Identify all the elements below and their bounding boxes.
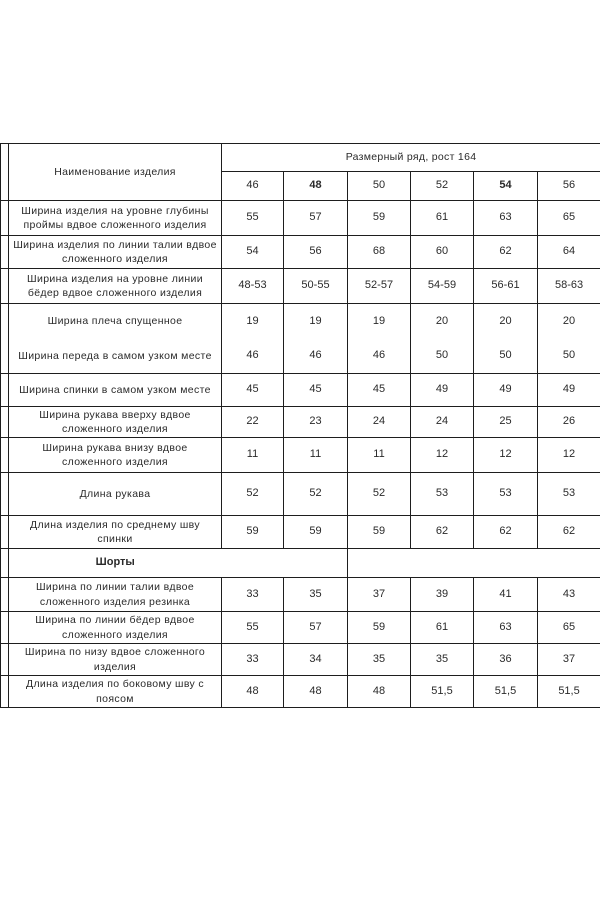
size-header: 56 [538, 172, 600, 201]
value-cell: 52 [348, 473, 411, 516]
measurement-name: Ширина изделия на уровне линии бёдер вдвое сложенного изделия [9, 269, 222, 304]
table-row [1, 374, 600, 407]
measurement-name: Длина рукава [9, 473, 222, 516]
size-header: 54 [474, 172, 538, 201]
value-cell: 39 [411, 578, 474, 612]
size-chart-table [0, 143, 600, 708]
value-cell: 52 [222, 473, 284, 516]
value-cell: 50-55 [284, 269, 348, 304]
value-cell: 20 [411, 304, 474, 339]
value-cell: 45 [284, 374, 348, 407]
empty-cell [284, 549, 348, 578]
value-cell: 62 [474, 236, 538, 269]
value-cell: 60 [411, 236, 474, 269]
measurement-name: Ширина плеча спущенное [9, 304, 222, 339]
value-cell: 48 [348, 676, 411, 708]
section-row [1, 549, 600, 578]
value-cell: 20 [538, 304, 600, 339]
table-row [1, 438, 600, 473]
value-cell: 33 [222, 644, 284, 676]
edge-cell [1, 374, 9, 407]
value-cell: 20 [474, 304, 538, 339]
measurement-name: Ширина изделия по линии талии вдвое сложенного изделия [9, 236, 222, 269]
value-cell: 50 [474, 339, 538, 374]
value-cell: 24 [411, 407, 474, 438]
edge-cell [1, 407, 9, 438]
value-cell: 64 [538, 236, 600, 269]
table-row [1, 676, 600, 708]
measurement-name: Длина изделия по боковому шву с поясом [9, 676, 222, 708]
value-cell: 62 [538, 516, 600, 549]
value-cell: 62 [411, 516, 474, 549]
value-cell: 35 [348, 644, 411, 676]
value-cell: 50 [411, 339, 474, 374]
value-cell: 59 [284, 516, 348, 549]
value-cell: 63 [474, 612, 538, 644]
value-cell: 61 [411, 201, 474, 236]
value-cell: 54 [222, 236, 284, 269]
edge-cell [1, 612, 9, 644]
value-cell: 53 [538, 473, 600, 516]
edge-cell [1, 549, 9, 578]
value-cell: 46 [222, 339, 284, 374]
measurement-name: Ширина рукава внизу вдвое сложенного изделия [9, 438, 222, 473]
value-cell: 61 [411, 612, 474, 644]
value-cell: 23 [284, 407, 348, 438]
edge-cell [1, 644, 9, 676]
value-cell: 12 [411, 438, 474, 473]
value-cell: 19 [284, 304, 348, 339]
table-row [1, 236, 600, 269]
edge-cell [1, 438, 9, 473]
value-cell: 51,5 [411, 676, 474, 708]
edge-cell [1, 339, 9, 374]
value-cell: 48 [284, 676, 348, 708]
empty-cell [222, 549, 284, 578]
table-row [1, 644, 600, 676]
value-cell: 59 [348, 516, 411, 549]
measurement-name: Ширина по низу вдвое сложенного изделия [9, 644, 222, 676]
value-cell: 55 [222, 612, 284, 644]
table-row [1, 516, 600, 549]
measurement-name: Длина изделия по среднему шву спинки [9, 516, 222, 549]
value-cell: 52-57 [348, 269, 411, 304]
value-cell: 41 [474, 578, 538, 612]
edge-cell [1, 473, 9, 516]
value-cell: 37 [348, 578, 411, 612]
value-cell: 54-59 [411, 269, 474, 304]
measurement-name: Ширина рукава вверху вдвое сложенного изделия [9, 407, 222, 438]
value-cell: 48-53 [222, 269, 284, 304]
measurement-name: Ширина по линии талии вдвое сложенного изделия резинка [9, 578, 222, 612]
value-cell: 24 [348, 407, 411, 438]
table-row [1, 612, 600, 644]
value-cell: 57 [284, 201, 348, 236]
size-header: 46 [222, 172, 284, 201]
value-cell: 36 [474, 644, 538, 676]
value-cell: 19 [222, 304, 284, 339]
edge-cell [1, 578, 9, 612]
value-cell: 56-61 [474, 269, 538, 304]
value-cell: 59 [348, 612, 411, 644]
measurement-name: Ширина изделия на уровне глубины проймы вдвое сложенного изделия [9, 201, 222, 236]
measurement-name: Ширина спинки в самом узком месте [9, 374, 222, 407]
value-cell: 65 [538, 612, 600, 644]
value-cell: 56 [284, 236, 348, 269]
header-row [1, 144, 600, 172]
edge-cell [1, 201, 9, 236]
value-cell: 65 [538, 201, 600, 236]
edge-cell [1, 516, 9, 549]
value-cell: 48 [222, 676, 284, 708]
value-cell: 22 [222, 407, 284, 438]
value-cell: 45 [222, 374, 284, 407]
value-cell: 51,5 [538, 676, 600, 708]
value-cell: 59 [222, 516, 284, 549]
value-cell: 25 [474, 407, 538, 438]
edge-cell [1, 144, 9, 201]
size-header: 48 [284, 172, 348, 201]
value-cell: 12 [474, 438, 538, 473]
value-cell: 35 [411, 644, 474, 676]
value-cell: 11 [284, 438, 348, 473]
value-cell: 12 [538, 438, 600, 473]
empty-cell [348, 549, 411, 578]
value-cell: 49 [411, 374, 474, 407]
value-cell: 43 [538, 578, 600, 612]
empty-cell [474, 549, 538, 578]
value-cell: 62 [474, 516, 538, 549]
table-row [1, 304, 600, 339]
table-row [1, 473, 600, 516]
size-header: 52 [411, 172, 474, 201]
edge-cell [1, 236, 9, 269]
value-cell: 37 [538, 644, 600, 676]
value-cell: 34 [284, 644, 348, 676]
measurement-name: Ширина по линии бёдер вдвое сложенного изделия [9, 612, 222, 644]
table-row [1, 578, 600, 612]
value-cell: 52 [284, 473, 348, 516]
table-row [1, 269, 600, 304]
value-cell: 55 [222, 201, 284, 236]
value-cell: 11 [222, 438, 284, 473]
table-row [1, 339, 600, 374]
value-cell: 33 [222, 578, 284, 612]
edge-cell [1, 269, 9, 304]
value-cell: 50 [538, 339, 600, 374]
section-title: Шорты [9, 549, 222, 578]
size-range-header: Размерный ряд, рост 164 [222, 144, 600, 172]
empty-cell [538, 549, 600, 578]
value-cell: 53 [474, 473, 538, 516]
value-cell: 46 [348, 339, 411, 374]
value-cell: 45 [348, 374, 411, 407]
value-cell: 53 [411, 473, 474, 516]
value-cell: 26 [538, 407, 600, 438]
value-cell: 51,5 [474, 676, 538, 708]
value-cell: 49 [474, 374, 538, 407]
value-cell: 35 [284, 578, 348, 612]
size-header: 50 [348, 172, 411, 201]
value-cell: 11 [348, 438, 411, 473]
measurement-name: Ширина переда в самом узком месте [9, 339, 222, 374]
value-cell: 19 [348, 304, 411, 339]
value-cell: 57 [284, 612, 348, 644]
name-column-header: Наименование изделия [9, 144, 222, 201]
value-cell: 49 [538, 374, 600, 407]
edge-cell [1, 304, 9, 339]
empty-cell [411, 549, 474, 578]
value-cell: 59 [348, 201, 411, 236]
value-cell: 58-63 [538, 269, 600, 304]
table-row [1, 201, 600, 236]
edge-cell [1, 676, 9, 708]
value-cell: 46 [284, 339, 348, 374]
table-row [1, 407, 600, 438]
value-cell: 63 [474, 201, 538, 236]
value-cell: 68 [348, 236, 411, 269]
